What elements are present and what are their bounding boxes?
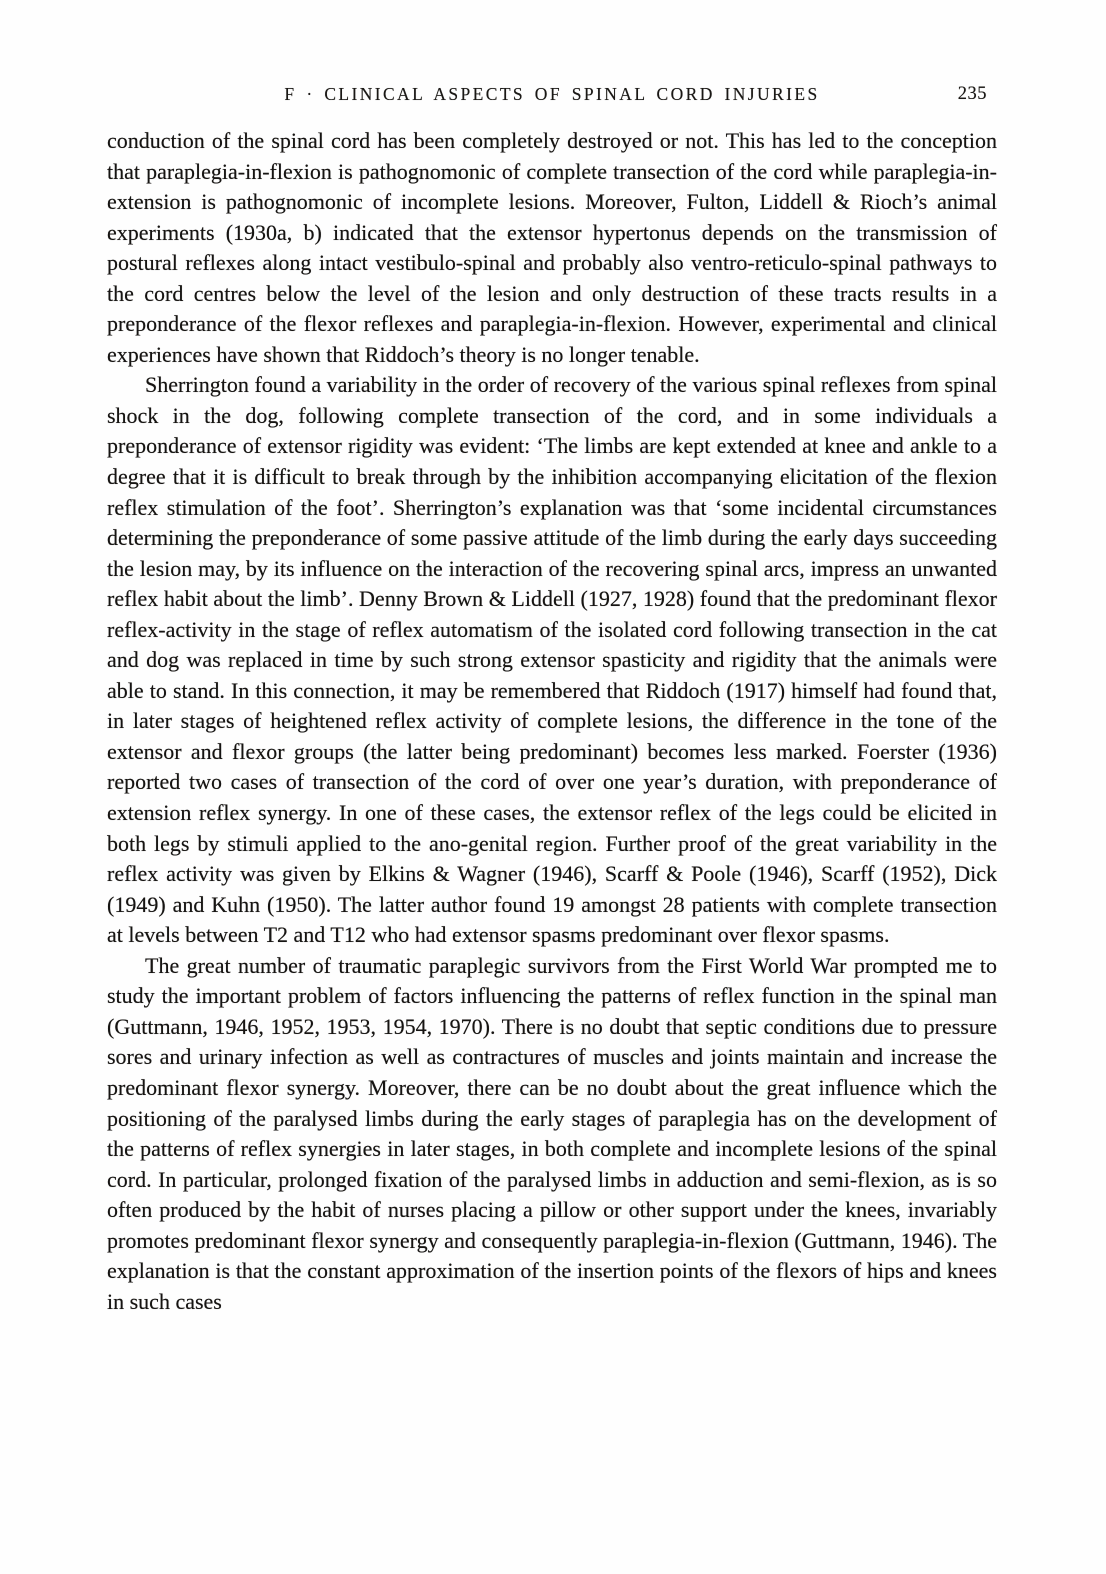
body-paragraph: The great number of traumatic paraplegic survivors from the First World War prompted me to study the important problem of factors influencing the patterns of reflex function in the spinal man (Guttmann, 1946, 1952, 1953, 1954, 1970). There is no doubt that septic conditions due to pressure sores and urinary infection as well as contractures of muscles and joints maintain and increase the predominant flexor synergy. Moreover, there can be no doubt about the great influence which the positioning of the paralysed limbs during the early stages of paraplegia has on the development of the patterns of reflex synergies in later stages, in both complete and incomplete lesions of the spinal cord. In particular, prolonged fixation of the paralysed limbs in adduction and semi-flexion, as is so often produced by the habit of nurses placing a pillow or other support under the knees, invariably promotes predominant flexor synergy and consequently paraplegia-in-flexion (Guttmann, 1946). The explanation is that the constant approximation of the insertion points of the flexors of hips and knees in such cases [107, 952, 997, 1314]
page-number: 235 [957, 84, 987, 104]
header-title: F · CLINICAL ASPECTS OF SPINAL CORD INJURIES [284, 84, 820, 104]
body-paragraph: conduction of the spinal cord has been completely destroyed or not. This has led to the conception that paraplegia-in-flexion is pathognomonic of complete transection of the cord while paraplegia-in-extension is pathognomonic of incomplete lesions. Moreover, Fulton, Liddell & Rioch’s animal experiments (1930a, b) indicated that the extensor hypertonus depends on the transmission of postural reflexes along intact vestibulo-spinal and probably also ventro-reticulo-spinal pathways to the cord centres below the level of the lesion and only destruction of these tracts results in a preponderance of the flexor reflexes and paraplegia-in-flexion. However, experimental and clinical experiences have shown that Riddoch’s theory is no longer tenable. [107, 128, 997, 367]
page-body [107, 126, 997, 1317]
body-paragraph: Sherrington found a variability in the order of recovery of the various spinal reflexes from spinal shock in the dog, following complete transection of the cord, and in some individuals a preponderance of extensor rigidity was evident: ‘The limbs are kept extended at knee and ankle to a degree that it is difficult to break through by the inhibition accompanying elicitation of the flexion reflex stimulation of the foot’. Sherrington’s explanation was that ‘some incidental circumstances determining the preponderance of some passive attitude of the limb during the early days succeeding the lesion may, by its influence on the interaction of the recovering spinal arcs, impress an unwanted reflex habit about the limb’. Denny Brown & Liddell (1927, 1928) found that the predominant flexor reflex-activity in the stage of reflex automatism of the isolated cord following transection in the cat and dog was replaced in time by such strong extensor spasticity and rigidity that the animals were able to stand. In this connection, it may be remembered that Riddoch (1917) himself had found that, in later stages of heightened reflex activity of complete lesions, the difference in the tone of the extensor and flexor groups (the latter being predominant) becomes less marked. Foerster (1936) reported two cases of transection of the cord of over one year’s duration, with preponderance of extension reflex synergy. In one of these cases, the extensor reflex of the legs could be elicited in both legs by stimuli applied to the ano-genital region. Further proof of the great variability in the reflex activity was given by Elkins & Wagner (1946), Scarff & Poole (1946), Scarff (1952), Dick (1949) and Kuhn (1950). The latter author found 19 amongst 28 patients with complete transection at levels between T2 and T12 who had extensor spasms predominant over flexor spasms. [107, 372, 997, 948]
running-header [107, 84, 997, 110]
